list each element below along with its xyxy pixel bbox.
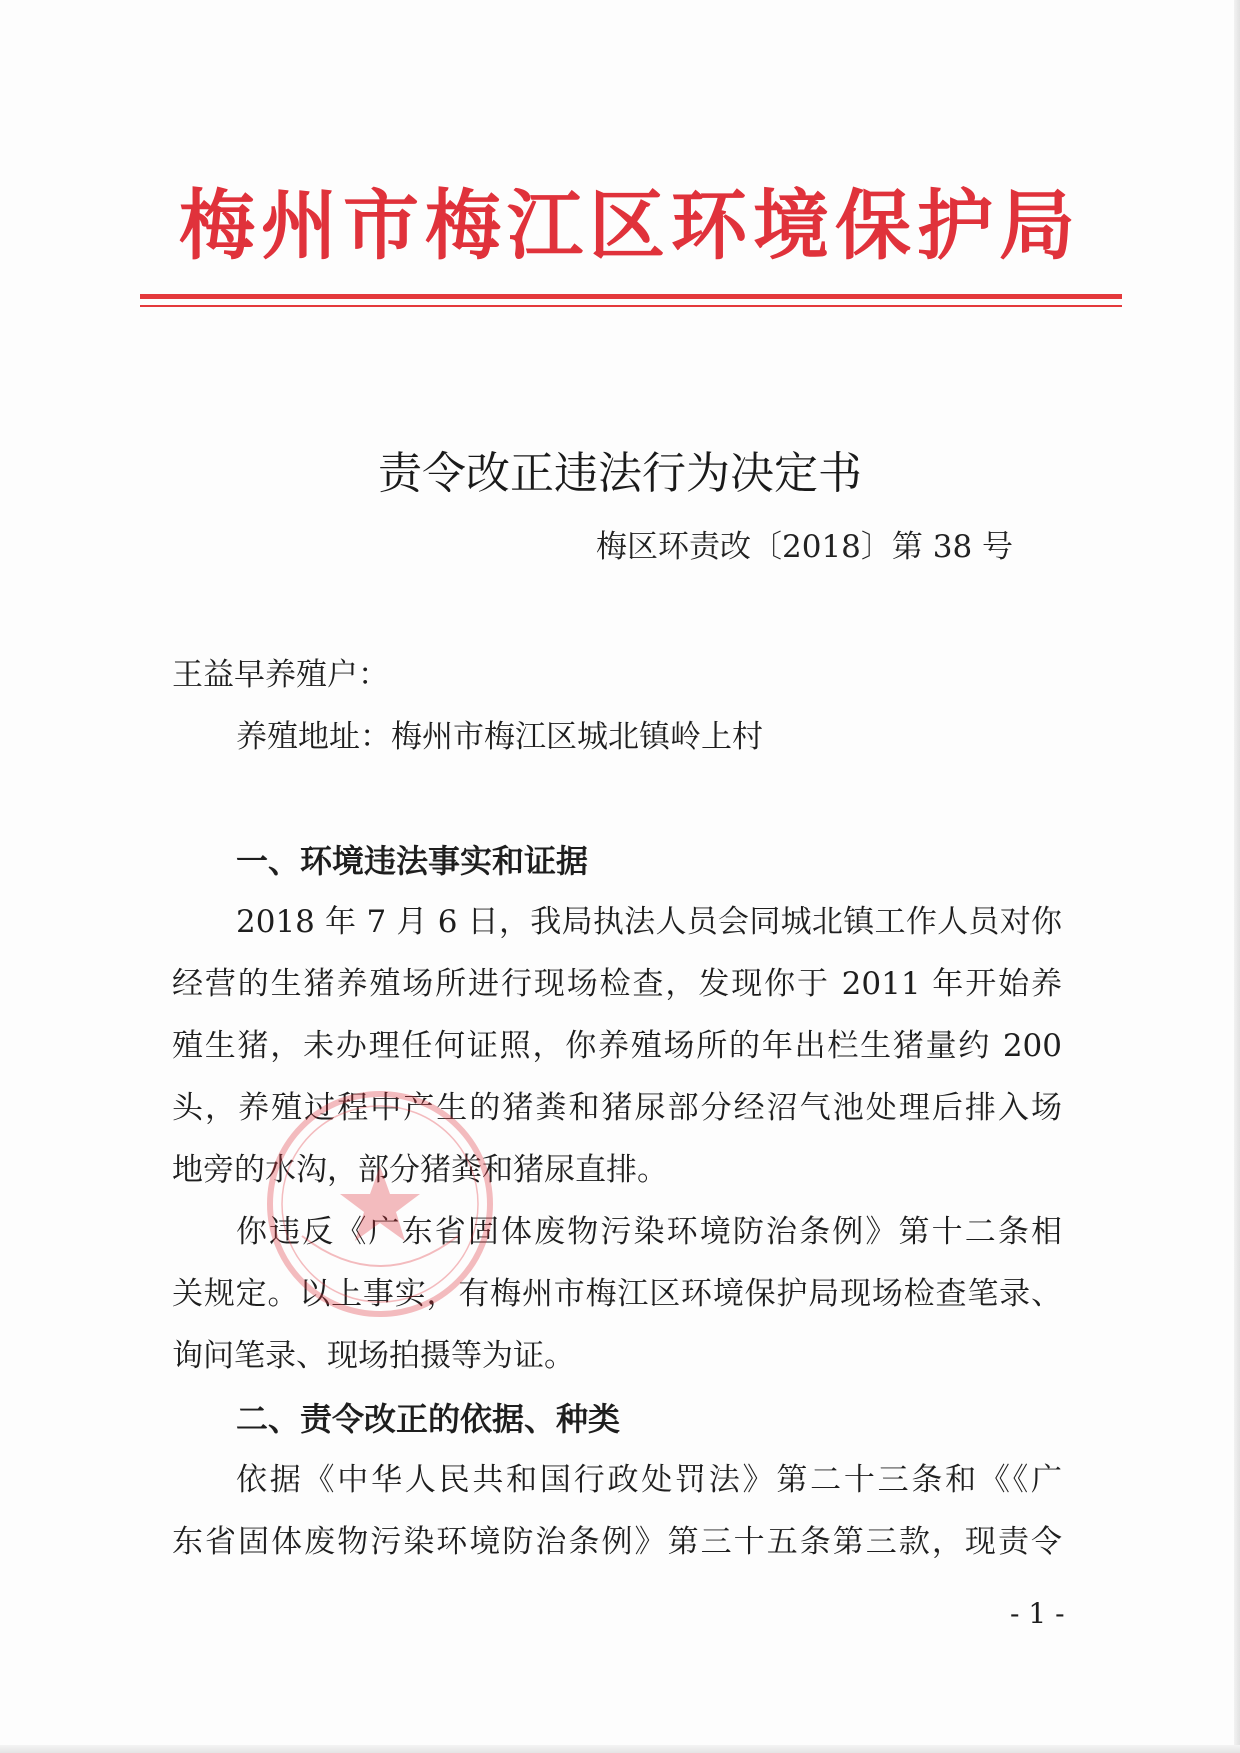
document-title: 责令改正违法行为决定书 [378, 448, 862, 499]
agency-letterhead: 梅州市梅江区环境保护局 [179, 181, 1081, 270]
recipient-line: 王益早养殖户： [172, 657, 389, 693]
paragraph-line: 殖生猪，未办理任何证照，你养殖场所的年出栏生猪量约 200 [172, 1028, 1062, 1064]
paragraph-line: 关规定。以上事实，有梅州市梅江区环境保护局现场检查笔录、 [172, 1276, 1062, 1312]
paragraph-line: 你违反《广东省固体废物污染环境防治条例》第十二条相 [236, 1214, 1062, 1250]
address-line: 养殖地址：梅州市梅江区城北镇岭上村 [236, 719, 763, 755]
paragraph-line: 经营的生猪养殖场所进行现场检查，发现你于 2011 年开始养 [172, 966, 1062, 1002]
paragraph-line: 头，养殖过程中产生的猪粪和猪尿部分经沼气池处理后排入场 [172, 1090, 1062, 1126]
official-seal-stamp [262, 1086, 498, 1322]
section-heading-basis: 二、责令改正的依据、种类 [236, 1400, 621, 1438]
paragraph-line: 询问笔录、现场拍摄等为证。 [172, 1338, 575, 1374]
page-bottom-shadow [0, 1745, 1240, 1753]
document-number: 梅区环责改〔2018〕第 38 号 [596, 529, 1014, 565]
letterhead-rule-thick [140, 294, 1122, 299]
paragraph-line: 依据《中华人民共和国行政处罚法》第二十三条和《《广 [236, 1462, 1062, 1498]
seal-star-icon [340, 1166, 420, 1241]
page-edge-shadow [1234, 0, 1240, 1753]
paragraph-line: 东省固体废物污染环境防治条例》第三十五条第三款，现责令 [172, 1524, 1062, 1560]
letterhead-rule-thin [140, 305, 1122, 307]
paragraph-line: 2018 年 7 月 6 日，我局执法人员会同城北镇工作人员对你 [236, 904, 1062, 940]
paragraph-line: 地旁的水沟，部分猪粪和猪尿直排。 [172, 1152, 668, 1188]
page-number: - 1 - [1010, 1597, 1065, 1630]
section-heading-facts: 一、环境违法事实和证据 [236, 842, 589, 880]
